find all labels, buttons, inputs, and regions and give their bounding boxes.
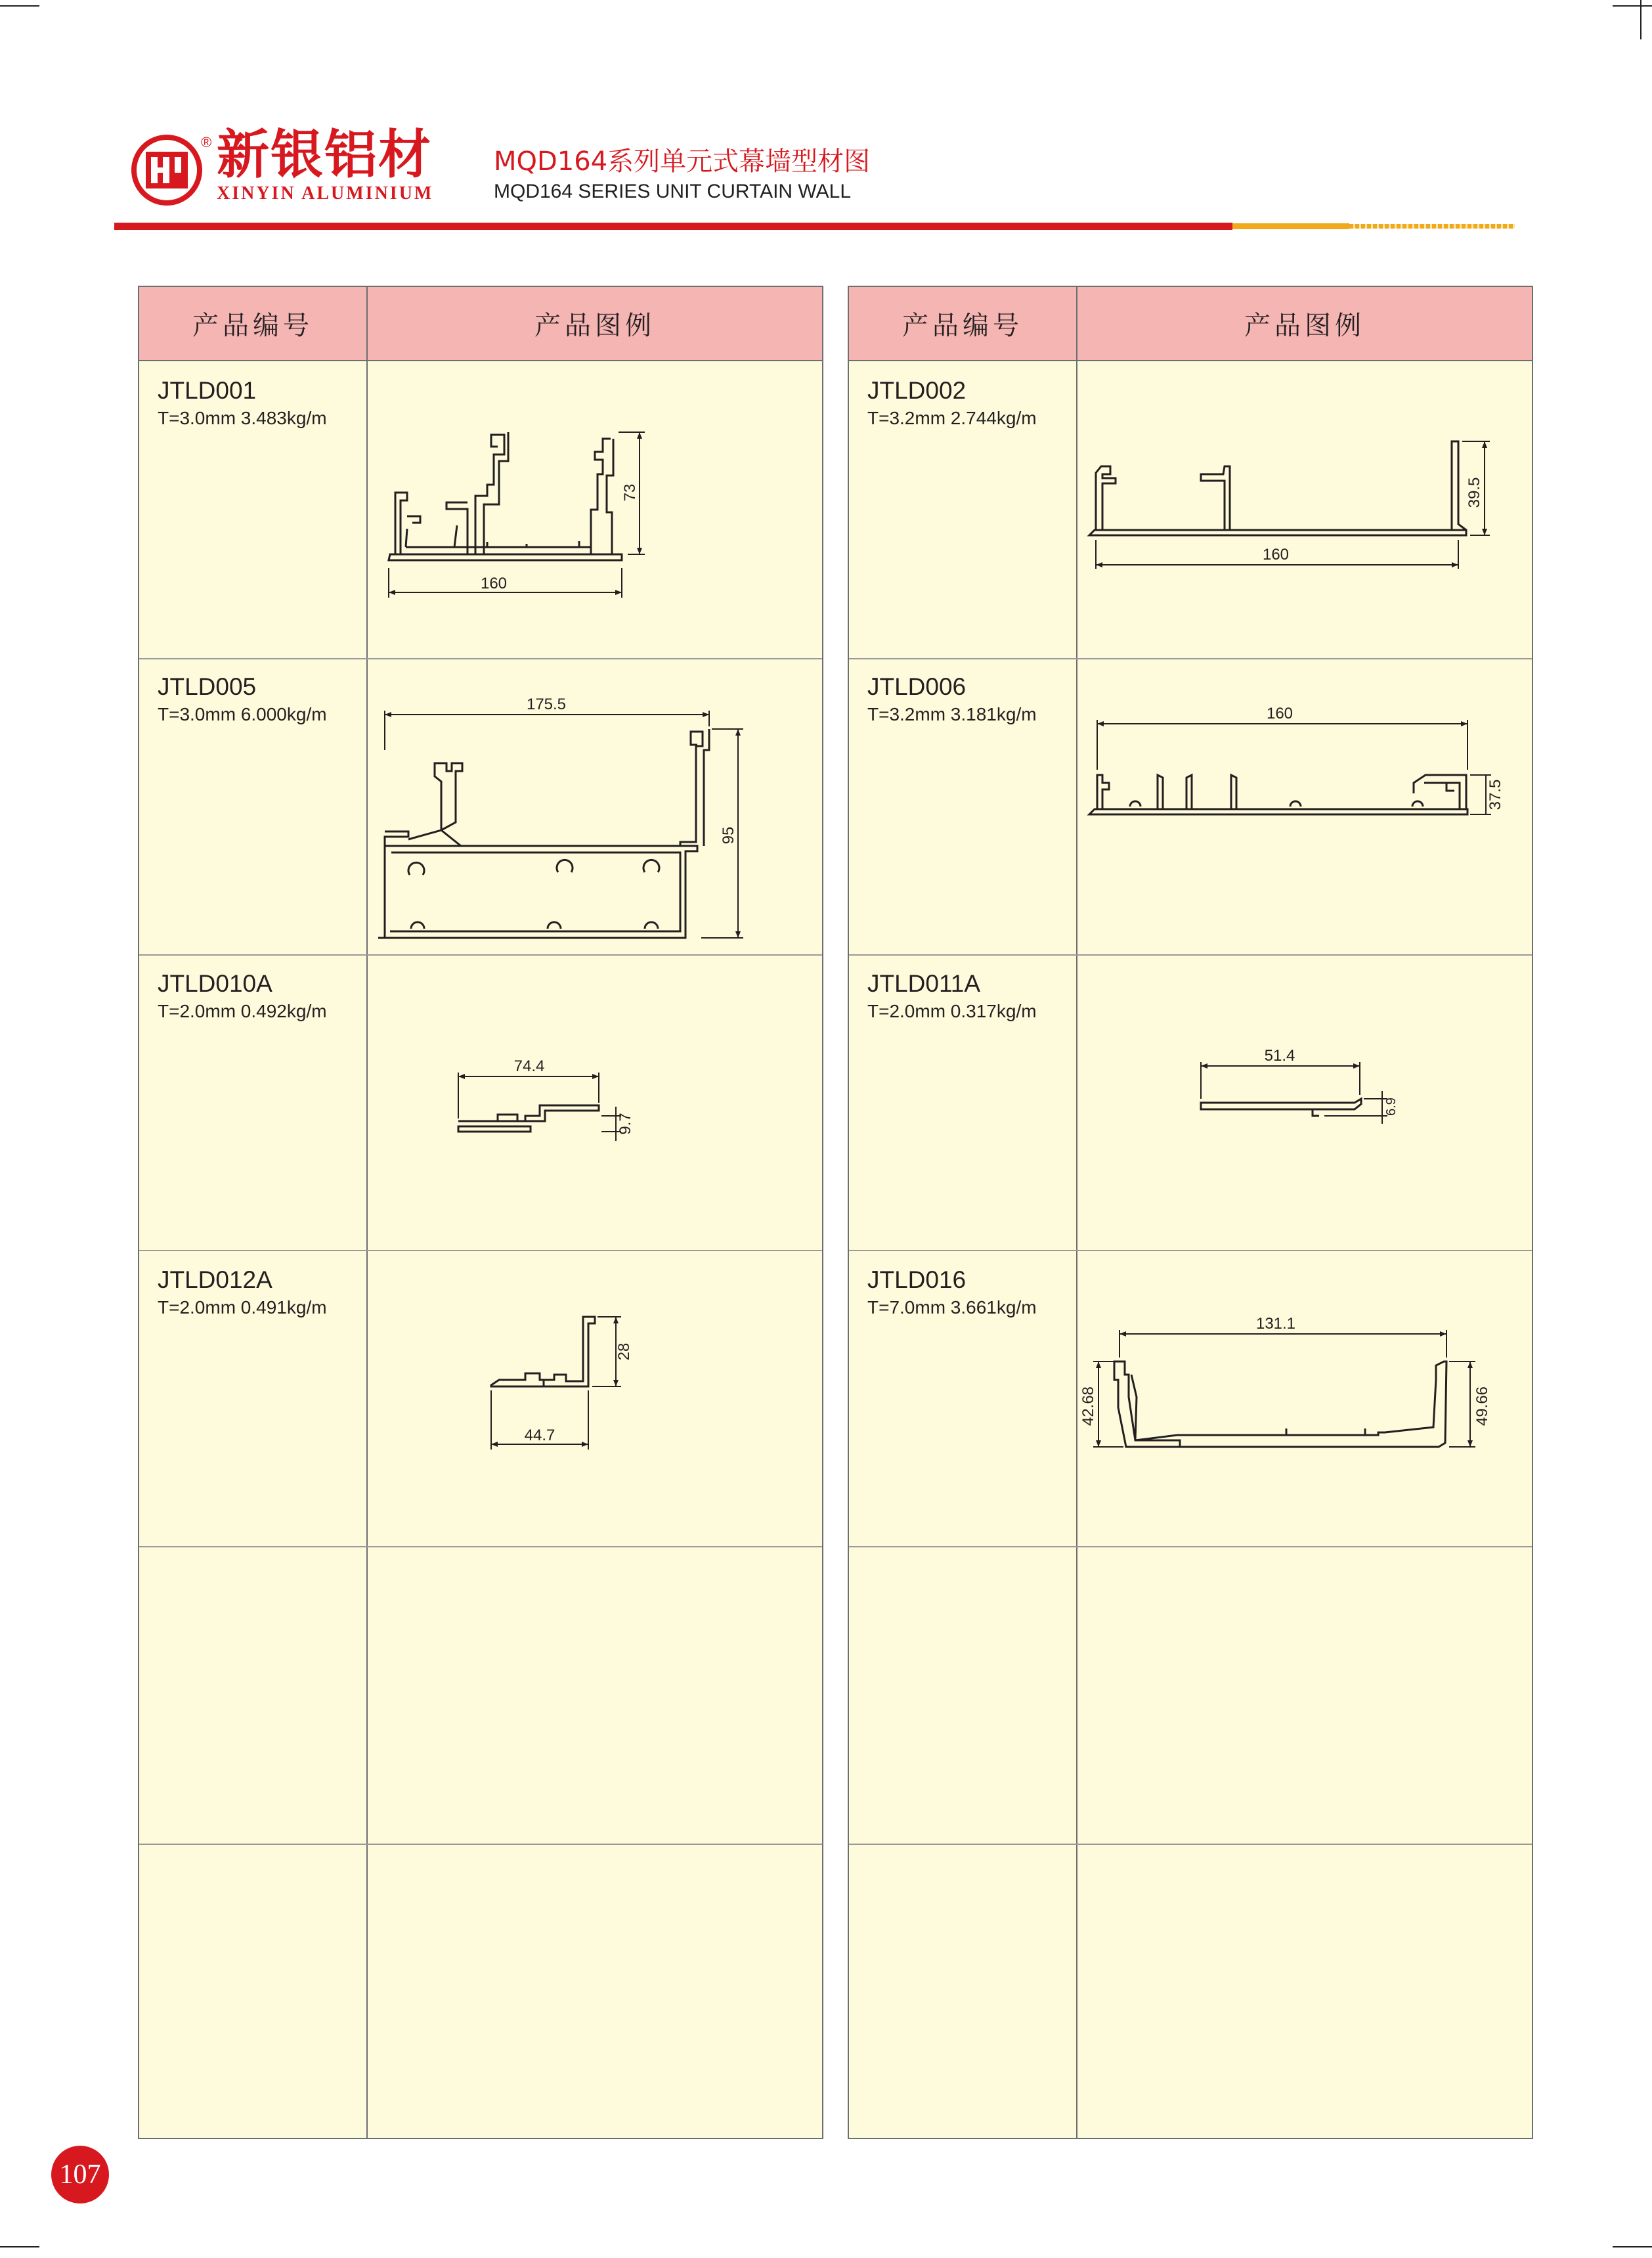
page-number: 107 [51, 2146, 109, 2203]
product-spec: T=3.0mm 6.000kg/m [158, 704, 327, 724]
dim-height: 73 [621, 483, 639, 502]
product-spec: T=2.0mm 0.491kg/m [158, 1297, 327, 1317]
dim-height: 28 [615, 1342, 633, 1361]
profile-drawing-jtld016 [1079, 1250, 1532, 1545]
profile-drawing-jtld012a [369, 1250, 822, 1545]
dim-height: 39.5 [1466, 477, 1483, 508]
profile-drawing-jtld011a [1079, 954, 1532, 1249]
row-divider [849, 1546, 1532, 1547]
dim-width: 44.7 [524, 1427, 555, 1444]
dim-width: 51.4 [1264, 1047, 1295, 1065]
row-divider [849, 1844, 1532, 1845]
column-header-code: 产品编号 [849, 287, 1077, 361]
brand-name-cn: 新银铝材 [217, 124, 432, 185]
product-code: JTLD006 [867, 673, 967, 700]
product-spec: T=3.0mm 3.483kg/m [158, 408, 327, 428]
crop-mark [0, 2246, 39, 2247]
product-code: JTLD010A [158, 970, 272, 997]
product-code: JTLD002 [867, 377, 967, 404]
dim-width: 74.4 [513, 1057, 545, 1075]
dim-height: 6.9 [1384, 1097, 1399, 1116]
profile-drawing-jtld001 [369, 361, 822, 656]
crop-mark [1613, 5, 1652, 7]
column-header-image: 产品图例 [1077, 287, 1532, 361]
dim-width: 175.5 [526, 696, 567, 713]
dim-height: 37.5 [1487, 779, 1504, 810]
profile-drawing-jtld010a [369, 954, 822, 1249]
product-code: JTLD005 [158, 673, 257, 700]
product-spec: T=3.2mm 3.181kg/m [867, 704, 1037, 724]
row-divider [139, 1844, 822, 1845]
product-spec: T=7.0mm 3.661kg/m [867, 1297, 1037, 1317]
product-code: JTLD016 [867, 1266, 967, 1293]
header-rule-dashed [1349, 224, 1515, 229]
product-code: JTLD012A [158, 1266, 272, 1293]
catalog-title-cn: MQD164系列单元式幕墙型材图 [494, 146, 871, 177]
crop-mark [1640, 0, 1641, 39]
crop-mark [1613, 2246, 1652, 2247]
dim-width: 160 [480, 575, 508, 592]
dim-height-left: 42.68 [1079, 1386, 1097, 1427]
xinyin-logo-icon [131, 135, 202, 206]
profile-drawing-jtld002 [1079, 361, 1532, 656]
column-header-image: 产品图例 [368, 287, 822, 361]
product-code: JTLD011A [867, 970, 981, 997]
column-header-code: 产品编号 [139, 287, 368, 361]
registered-mark: ® [201, 134, 212, 150]
dim-width: 131.1 [1255, 1315, 1296, 1333]
header-rule-red [114, 223, 1232, 230]
brand-name-en: XINYIN ALUMINIUM [217, 183, 434, 204]
product-spec: T=2.0mm 0.317kg/m [867, 1001, 1037, 1021]
profile-drawing-jtld006 [1079, 658, 1532, 953]
product-spec: T=3.2mm 2.744kg/m [867, 408, 1037, 428]
dim-width: 160 [1262, 546, 1290, 564]
product-table-left [138, 286, 823, 2139]
catalog-title-en: MQD164 SERIES UNIT CURTAIN WALL [494, 181, 852, 202]
dim-height: 9.7 [617, 1113, 634, 1135]
product-table-right [848, 286, 1533, 2139]
row-divider [139, 1546, 822, 1547]
dim-height-right: 49.66 [1473, 1386, 1491, 1427]
dim-width: 160 [1266, 705, 1293, 722]
dim-height: 95 [720, 826, 737, 845]
profile-drawing-jtld005 [369, 658, 822, 953]
header-rule-yellow [1232, 223, 1349, 229]
product-spec: T=2.0mm 0.492kg/m [158, 1001, 327, 1021]
product-code: JTLD001 [158, 377, 257, 404]
crop-mark [0, 5, 39, 7]
